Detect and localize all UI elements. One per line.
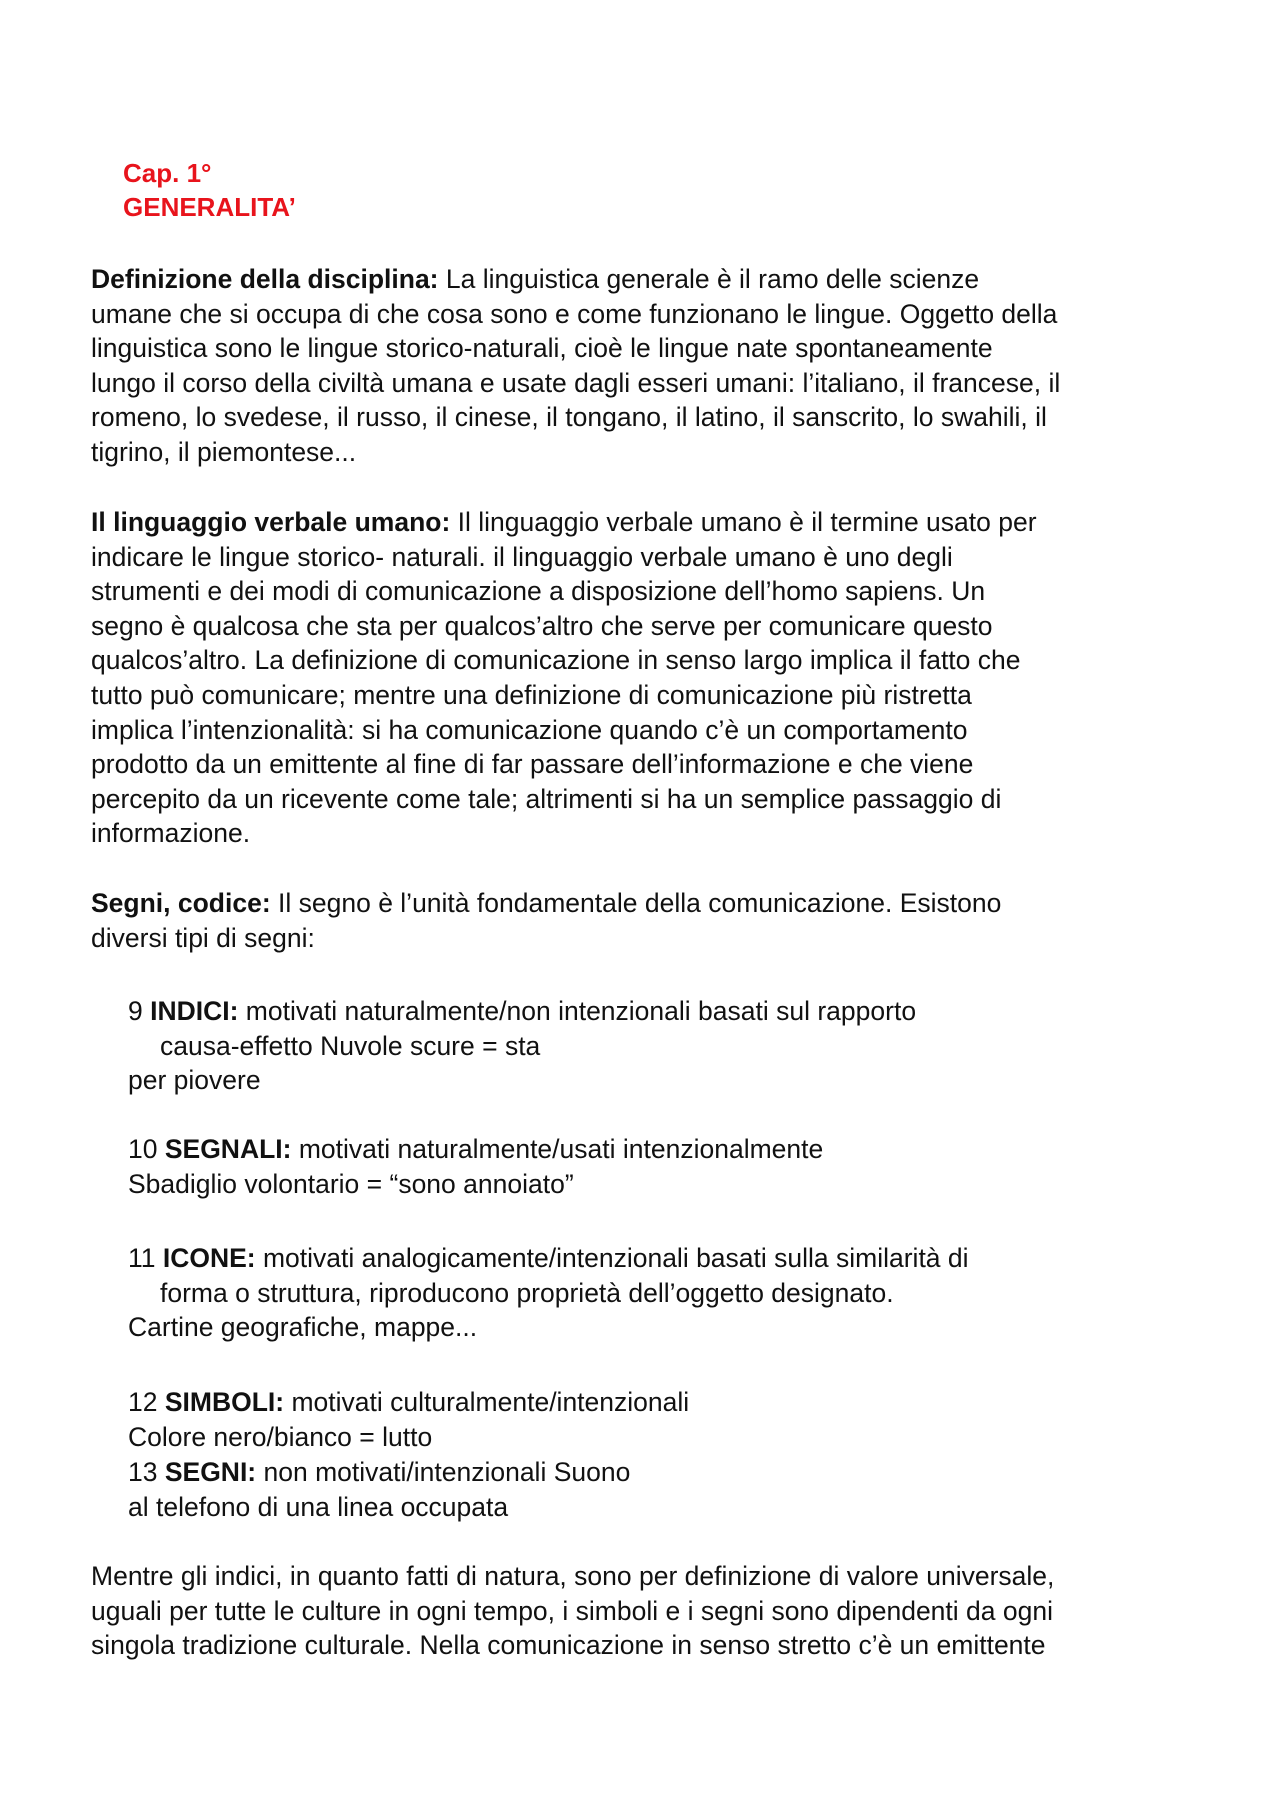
paragraph-line: La linguistica generale è il ramo delle scienze	[438, 264, 980, 294]
paragraph-line: segno è qualcosa che sta per qualcos’altro che serve per comunicare questo	[91, 610, 993, 641]
paragraph-heading: Definizione della disciplina:	[91, 264, 439, 294]
list-item-term: SEGNALI:	[164, 1134, 292, 1164]
list-item-simboli	[128, 1385, 689, 1454]
list-item-continuation: Cartine geografiche, mappe...	[128, 1312, 478, 1343]
list-item-continuation: al telefono di una linea occupata	[128, 1491, 509, 1522]
paragraph-line: Il segno è l’unità fondamentale della comunicazione. Esistono	[270, 888, 1002, 918]
list-item-term: SIMBOLI:	[164, 1387, 285, 1417]
paragraph-line: singola tradizione culturale. Nella comunicazione in senso stretto c’è un emittente	[91, 1630, 1046, 1661]
paragraph-line: percepito da un ricevente come tale; altrimenti si ha un semplice passaggio di	[91, 783, 1002, 814]
chapter-heading	[123, 156, 296, 224]
paragraph-heading: Il linguaggio verbale umano:	[91, 507, 451, 537]
paragraph-line: prodotto da un emittente al fine di far passare dell’informazione e che viene	[91, 749, 974, 780]
paragraph-line: strumenti e dei modi di comunicazione a disposizione dell’homo sapiens. Un	[91, 576, 986, 607]
list-item-term: ICONE:	[162, 1243, 256, 1273]
list-item-icone	[128, 1241, 969, 1345]
list-item-text: motivati analogicamente/intenzionali basati sulla similarità di	[255, 1243, 969, 1273]
list-item-text: motivati naturalmente/non intenzionali basati sul rapporto	[238, 996, 917, 1026]
paragraph-line: umane che si occupa di che cosa sono e come funzionano le lingue. Oggetto della	[91, 298, 1058, 329]
list-item-indented: causa-effetto Nuvole scure = sta	[160, 1030, 541, 1061]
list-item-continuation: Colore nero/bianco = lutto	[128, 1421, 433, 1452]
chapter-number: Cap. 1°	[123, 158, 212, 188]
paragraph-line: linguistica sono le lingue storico-naturali, cioè le lingue nate spontaneamente	[91, 333, 993, 364]
list-item-continuation: Sbadiglio volontario = “sono annoiato”	[128, 1168, 574, 1199]
paragraph-segni	[91, 886, 1211, 955]
paragraph-line: uguali per tutte le culture in ogni tempo, i simboli e i segni sono dipendenti da ogni	[91, 1595, 1053, 1626]
list-item-text: motivati culturalmente/intenzionali	[284, 1387, 690, 1417]
list-item-text: motivati naturalmente/usati intenzionalmente	[291, 1134, 824, 1164]
list-item-segni	[128, 1455, 630, 1524]
paragraph-line: Il linguaggio verbale umano è il termine usato per	[450, 507, 1037, 537]
paragraph-closing	[91, 1559, 1211, 1663]
list-item-term: SEGNI:	[164, 1457, 257, 1487]
paragraph-line: romeno, lo svedese, il russo, il cinese, il tongano, il latino, il sanscrito, lo swahili, il	[91, 402, 1047, 433]
list-item-segnali	[128, 1132, 823, 1201]
list-item-number: 10	[128, 1134, 165, 1164]
paragraph-definizione	[91, 262, 1211, 470]
list-item-continuation: per piovere	[128, 1065, 261, 1096]
paragraph-linguaggio	[91, 505, 1211, 851]
paragraph-line: tutto può comunicare; mentre una definizione di comunicazione più ristretta	[91, 679, 972, 710]
list-item-number: 13	[128, 1457, 165, 1487]
list-item-number: 12	[128, 1387, 165, 1417]
paragraph-line: diversi tipi di segni:	[91, 922, 315, 953]
paragraph-line: Mentre gli indici, in quanto fatti di natura, sono per definizione di valore universale,	[91, 1561, 1055, 1591]
list-item-term: INDICI:	[150, 996, 239, 1026]
paragraph-heading: Segni, codice:	[91, 888, 271, 918]
paragraph-line: lungo il corso della civiltà umana e usate dagli esseri umani: l’italiano, il francese, il	[91, 367, 1061, 398]
list-item-text: non motivati/intenzionali Suono	[256, 1457, 631, 1487]
list-item-indici	[128, 994, 916, 1098]
list-item-number: 11	[128, 1243, 163, 1273]
list-item-indented: forma o struttura, riproducono proprietà dell’oggetto designato.	[160, 1277, 894, 1308]
list-item-number: 9	[128, 996, 151, 1026]
paragraph-line: tigrino, il piemontese...	[91, 436, 357, 467]
paragraph-line: implica l’intenzionalità: si ha comunicazione quando c’è un comportamento	[91, 714, 968, 745]
paragraph-line: qualcos’altro. La definizione di comunicazione in senso largo implica il fatto che	[91, 645, 1021, 676]
paragraph-line: indicare le lingue storico- naturali. il linguaggio verbale umano è uno degli	[91, 541, 953, 572]
paragraph-line: informazione.	[91, 818, 251, 849]
chapter-title: GENERALITA’	[123, 192, 296, 222]
